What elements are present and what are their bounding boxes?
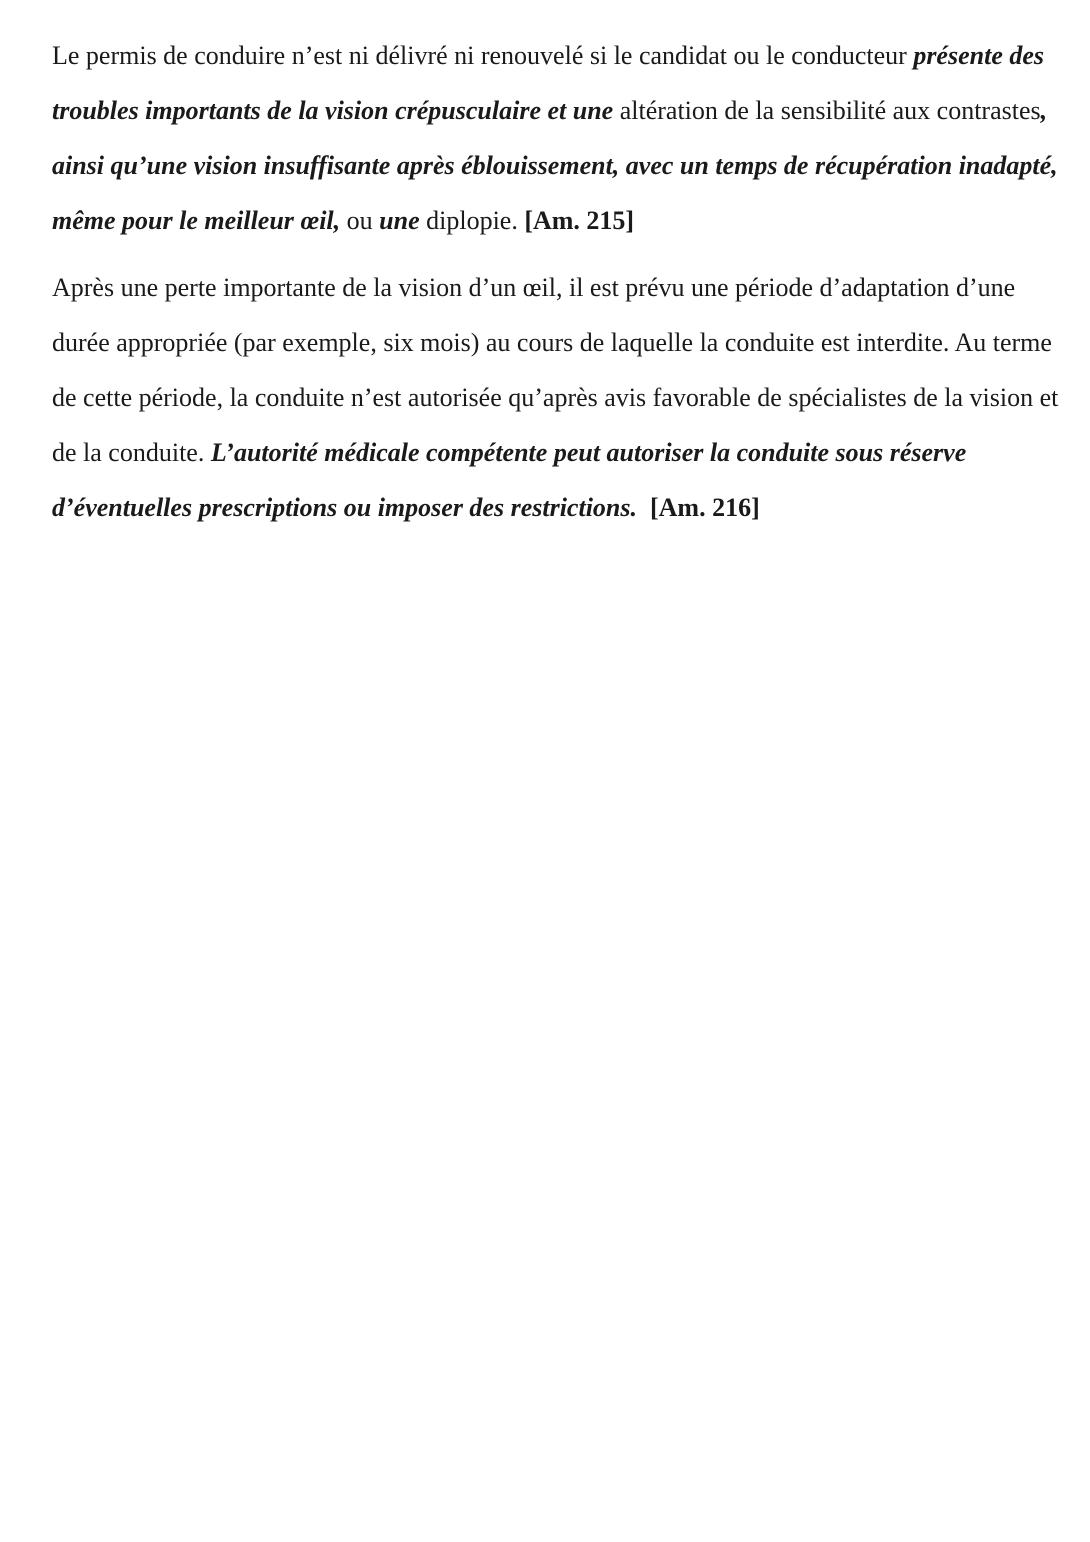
amendment-text: présente des troubles importants de la vision crépusculaire et une	[52, 41, 1045, 125]
amendment-reference: [Am. 216]	[650, 493, 760, 522]
amendment-text: une	[379, 206, 420, 235]
amendment-reference: [Am. 215]	[524, 206, 635, 235]
text-segment: diplopie.	[419, 206, 525, 235]
amendment-text: , ainsi qu’une vision insuffisante après éblouissement, avec un temps de récupération inadapté, même pour le meilleur œil,	[52, 96, 1058, 235]
paragraph-2	[52, 260, 1062, 535]
text-segment: Le permis de conduire n’est ni délivré ni renouvelé si le candidat ou le conducteur	[52, 41, 914, 70]
text-segment: ou	[340, 206, 380, 235]
document-page	[52, 28, 1062, 547]
text-segment	[637, 493, 650, 522]
text-segment: altération de la sensibilité aux contrastes	[613, 96, 1041, 125]
paragraph-1	[52, 28, 1062, 248]
amendment-text: L’autorité médicale compétente peut autoriser la conduite sous réserve d’éventuelles prescriptions ou imposer des restrictions.	[52, 438, 967, 522]
text-segment: Après une perte importante de la vision d’un œil, il est prévu une période d’adaptation d’une durée appropriée (par exemple, six mois) au cours de laquelle la conduite est interdite. Au terme de cette période, la conduite n’est autorisée qu’après avis favorable de spécialistes de la vision et de la conduite.	[52, 273, 1059, 467]
